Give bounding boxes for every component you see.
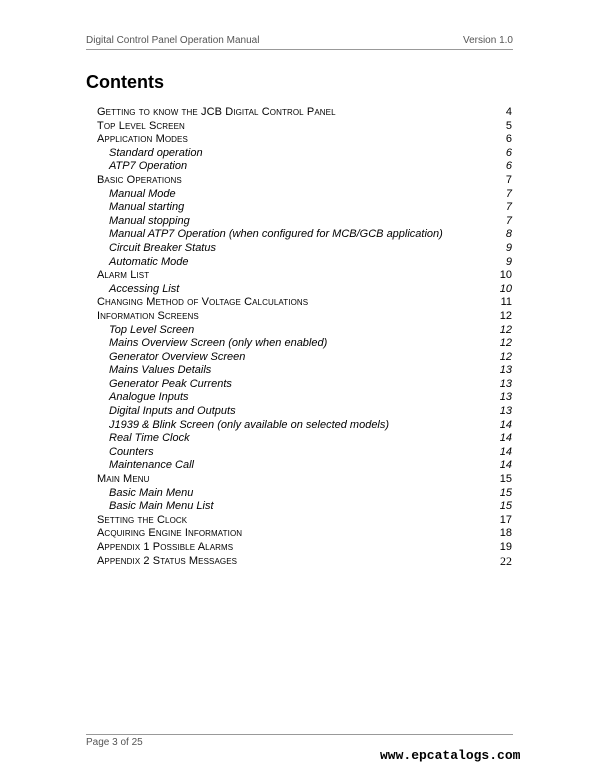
toc-entry-label: Mains Overview Screen (only when enabled) xyxy=(109,337,328,350)
toc-entry-label: Changing Method of Voltage Calculations xyxy=(97,296,309,309)
toc-entry[interactable] xyxy=(97,446,512,460)
toc-entry[interactable] xyxy=(97,188,512,202)
toc-entry-page-number: 18 xyxy=(499,527,512,540)
page-header xyxy=(86,35,513,50)
toc-entry-page-number: 17 xyxy=(499,513,512,526)
toc-entry-label: Acquiring Engine Information xyxy=(97,527,243,540)
toc-entry-page-number: 19 xyxy=(499,541,512,553)
toc-entry-label: Mains Values Details xyxy=(109,364,212,377)
toc-entry-label: Generator Peak Currents xyxy=(109,377,232,390)
toc-entry[interactable] xyxy=(97,324,512,338)
toc-entry-page-number: 22 xyxy=(500,553,512,568)
toc-entry-label: Main Menu xyxy=(97,473,150,486)
toc-entry[interactable] xyxy=(97,133,512,147)
toc-entry-label: Real Time Clock xyxy=(109,432,190,445)
toc-entry[interactable] xyxy=(97,364,512,378)
toc-entry-page-number: 12 xyxy=(499,350,512,363)
header-document-title: Digital Control Panel Operation Manual xyxy=(86,35,260,46)
toc-entry[interactable] xyxy=(97,337,512,351)
toc-entry[interactable] xyxy=(97,201,512,215)
toc-entry-page-number: 9 xyxy=(505,241,512,254)
header-version: Version 1.0 xyxy=(462,35,513,46)
toc-entry[interactable] xyxy=(97,419,512,433)
toc-entry-page-number: 10 xyxy=(499,269,512,282)
toc-entry-label: Alarm List xyxy=(97,269,150,282)
toc-entry[interactable] xyxy=(97,555,512,569)
toc-entry[interactable] xyxy=(97,432,512,446)
page-footer xyxy=(86,734,513,748)
toc-entry-page-number: 8 xyxy=(505,228,512,241)
toc-entry[interactable] xyxy=(97,487,512,501)
toc-entry-label: Appendix 1 Possible Alarms xyxy=(97,541,234,553)
toc-entry-label: Counters xyxy=(109,445,154,458)
toc-entry-label: ATP7 Operation xyxy=(109,160,188,173)
toc-entry-label: J1939 & Blink Screen (only available on selected models) xyxy=(109,418,390,431)
toc-entry-page-number: 13 xyxy=(499,391,512,404)
toc-entry[interactable] xyxy=(97,283,512,297)
toc-entry-page-number: 14 xyxy=(499,445,512,458)
toc-entry[interactable] xyxy=(97,351,512,365)
toc-entry-label: Getting to know the JCB Digital Control Panel xyxy=(97,106,336,118)
toc-entry-label: Manual starting xyxy=(109,201,185,214)
toc-entry-label: Standard operation xyxy=(109,146,203,159)
toc-entry-page-number: 12 xyxy=(499,309,512,322)
toc-entry-label: Automatic Mode xyxy=(109,255,189,268)
toc-entry-page-number: 11 xyxy=(500,296,512,309)
toc-entry[interactable] xyxy=(97,310,512,324)
toc-entry-page-number: 15 xyxy=(499,500,512,513)
toc-entry-label: Circuit Breaker Status xyxy=(109,241,216,254)
toc-entry-label: Maintenance Call xyxy=(109,459,194,472)
toc-entry-page-number: 15 xyxy=(499,486,512,499)
toc-entry-page-number: 12 xyxy=(499,337,512,350)
toc-entry-label: Information Screens xyxy=(97,309,199,322)
toc-entry-label: Setting the Clock xyxy=(97,513,188,526)
toc-entry[interactable] xyxy=(97,405,512,419)
toc-entry-label: Manual ATP7 Operation (when configured for MCB/GCB application) xyxy=(109,228,443,241)
toc-entry[interactable] xyxy=(97,473,512,487)
toc-entry-label: Manual Mode xyxy=(109,187,176,200)
toc-entry[interactable] xyxy=(97,541,512,555)
toc-entry[interactable] xyxy=(97,256,512,270)
toc-entry-page-number: 14 xyxy=(499,432,512,445)
toc-entry[interactable] xyxy=(97,378,512,392)
contents-heading: Contents xyxy=(86,72,164,92)
toc-entry-page-number: 4 xyxy=(505,106,512,118)
toc-entry[interactable] xyxy=(97,391,512,405)
toc-entry[interactable] xyxy=(97,120,512,134)
toc-entry[interactable] xyxy=(97,527,512,541)
toc-entry-page-number: 6 xyxy=(505,160,512,173)
toc-entry-label: Appendix 2 Status Messages xyxy=(97,554,238,567)
toc-entry-label: Digital Inputs and Outputs xyxy=(109,405,236,418)
toc-entry-page-number: 6 xyxy=(505,133,512,146)
toc-entry-page-number: 7 xyxy=(505,201,512,214)
toc-entry-label: Basic Main Menu List xyxy=(109,500,214,513)
toc-entry[interactable] xyxy=(97,269,512,283)
toc-entry-label: Top Level Screen xyxy=(109,323,195,336)
toc-entry[interactable] xyxy=(97,147,512,161)
toc-entry-label: Manual stopping xyxy=(109,214,190,227)
toc-entry-label: Analogue Inputs xyxy=(109,391,189,404)
toc-entry[interactable] xyxy=(97,160,512,174)
toc-entry[interactable] xyxy=(97,242,512,256)
toc-entry-label: Basic Main Menu xyxy=(109,486,194,499)
toc-entry-page-number: 15 xyxy=(499,473,512,486)
toc-entry-page-number: 14 xyxy=(499,418,512,431)
toc-entry[interactable] xyxy=(97,500,512,514)
toc-entry-page-number: 13 xyxy=(499,405,512,418)
table-of-contents xyxy=(97,106,512,568)
toc-entry[interactable] xyxy=(97,228,512,242)
toc-entry[interactable] xyxy=(97,296,512,310)
toc-entry-page-number: 12 xyxy=(499,323,512,336)
toc-entry[interactable] xyxy=(97,174,512,188)
toc-entry-label: Application Modes xyxy=(97,133,188,146)
toc-entry[interactable] xyxy=(97,106,512,120)
toc-entry-page-number: 13 xyxy=(499,364,512,377)
toc-entry-page-number: 6 xyxy=(505,146,512,159)
toc-entry-label: Top Level Screen xyxy=(97,119,185,132)
toc-entry-label: Accessing List xyxy=(109,282,180,295)
toc-entry-page-number: 5 xyxy=(505,119,512,132)
toc-entry-page-number: 7 xyxy=(505,187,512,200)
toc-entry[interactable] xyxy=(97,459,512,473)
toc-entry-page-number: 13 xyxy=(499,377,512,390)
toc-entry-page-number: 7 xyxy=(505,214,512,227)
toc-entry-page-number: 7 xyxy=(505,173,512,186)
toc-entry[interactable] xyxy=(97,514,512,528)
toc-entry-page-number: 9 xyxy=(505,255,512,268)
toc-entry[interactable] xyxy=(97,215,512,229)
toc-entry-label: Generator Overview Screen xyxy=(109,350,246,363)
toc-entry-page-number: 10 xyxy=(499,282,512,295)
footer-page-number: Page 3 of 25 xyxy=(86,737,143,748)
toc-entry-label: Basic Operations xyxy=(97,173,182,186)
toc-entry-page-number: 14 xyxy=(499,459,512,472)
watermark-url: www.epcatalogs.com xyxy=(380,748,521,763)
